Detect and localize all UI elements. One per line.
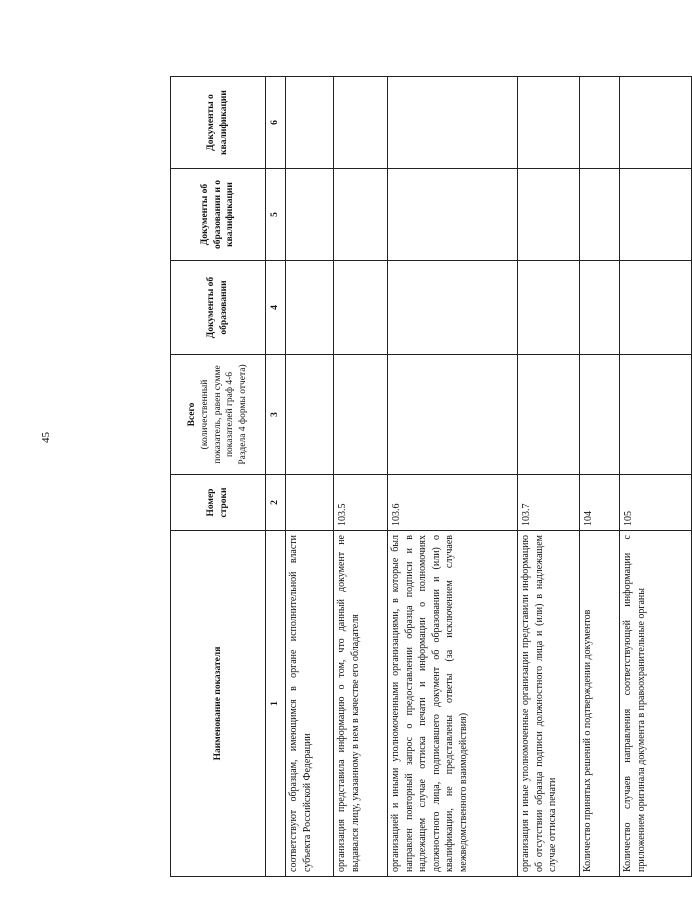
table-row — [286, 77, 334, 877]
cell-total — [334, 355, 388, 475]
cell-education-docs — [518, 261, 580, 355]
column-number: 1 — [266, 531, 286, 877]
cell-education-qualification-docs — [286, 169, 334, 261]
page-number: 45 — [40, 432, 52, 443]
column-number-row — [266, 77, 286, 877]
header-education-docs: Документы об образовании — [171, 261, 266, 355]
cell-education-qualification-docs — [580, 169, 620, 261]
row-code: 103.7 — [518, 475, 580, 531]
cell-qualification-docs — [620, 77, 692, 169]
cell-total — [388, 355, 518, 475]
cell-education-docs — [620, 261, 692, 355]
cell-education-qualification-docs — [334, 169, 388, 261]
row-code: 104 — [580, 475, 620, 531]
header-indicator-name: Наименование показателя — [171, 531, 266, 877]
cell-education-docs — [286, 261, 334, 355]
table-row — [518, 77, 580, 877]
column-number: 3 — [266, 355, 286, 475]
row-code: 105 — [620, 475, 692, 531]
cell-education-docs — [580, 261, 620, 355]
row-code: 103.6 — [388, 475, 518, 531]
cell-total — [286, 355, 334, 475]
column-number: 4 — [266, 261, 286, 355]
cell-qualification-docs — [388, 77, 518, 169]
cell-education-qualification-docs — [518, 169, 580, 261]
header-total-title: Всего — [186, 402, 197, 427]
header-row-number: Номер строки — [171, 475, 266, 531]
cell-education-qualification-docs — [620, 169, 692, 261]
cell-qualification-docs — [286, 77, 334, 169]
cell-education-docs — [334, 261, 388, 355]
table-row — [388, 77, 518, 877]
row-indicator-name: Количество случаев направления соответствующей информации с приложением оригинала документа в правоохранительные органы — [620, 531, 692, 877]
table-row — [580, 77, 620, 877]
cell-qualification-docs — [334, 77, 388, 169]
row-indicator-name: организация представила информацию о том, что данный документ не выдавался лицу, указанному в нем в качестве его обладателя — [334, 531, 388, 877]
row-indicator-name: организация и иные уполномоченные организации представили информацию об отсутствии образца подписи должностного лица и (или) в надлежащем случае оттиска печати — [518, 531, 580, 877]
row-code: 103.5 — [334, 475, 388, 531]
table-row — [620, 77, 692, 877]
cell-total — [620, 355, 692, 475]
column-number: 5 — [266, 169, 286, 261]
cell-total — [580, 355, 620, 475]
cell-qualification-docs — [518, 77, 580, 169]
cell-total — [518, 355, 580, 475]
cell-qualification-docs — [580, 77, 620, 169]
rotated-table-container — [170, 77, 647, 877]
header-qualification-docs: Документы о квалификации — [171, 77, 266, 169]
column-number: 2 — [266, 475, 286, 531]
cell-education-qualification-docs — [388, 169, 518, 261]
header-total — [171, 355, 266, 475]
row-code — [286, 475, 334, 531]
row-indicator-name: Количество принятых решений о подтверждении документов — [580, 531, 620, 877]
header-total-note: (количественный показатель, равен сумме показателей граф 4-6 Раздела 4 формы отчета) — [199, 364, 249, 465]
table-header-row — [171, 77, 266, 877]
row-indicator-name: соответствуют образцам, имеющимся в органе исполнительной власти субъекта Российской Федерации — [286, 531, 334, 877]
column-number: 6 — [266, 77, 286, 169]
header-education-qualification-docs: Документы об образовании и о квалификации — [171, 169, 266, 261]
row-indicator-name: организацией и иными уполномоченными организациями, в которые был направлен повторный запрос о предоставлении образца подписи и в надлежащем случае оттиска печати и информации о полномочиях должностного лица, подписавшего документ об образовании и (или) о квалификации, не представлены ответы (за исключением случаев межведомственного взаимодействия) — [388, 531, 518, 877]
table-row — [334, 77, 388, 877]
cell-education-docs — [388, 261, 518, 355]
report-table — [170, 76, 692, 877]
